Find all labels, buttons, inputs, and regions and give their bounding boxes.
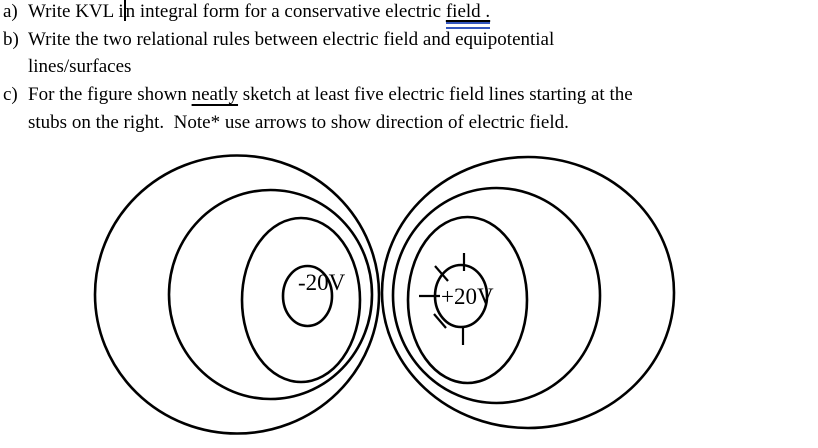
field-line-stub [435,266,448,281]
grammar-flagged-text: field . [446,1,490,29]
item-a-label: a) [3,1,18,22]
item-c-line2: stubs on the right. Note* use arrows to show direction of electric field. [28,111,569,133]
item-a-text-before-caret: Write KVL i [28,1,124,22]
underlined-word-neatly: neatly [191,84,239,106]
voltage-label: -20V [298,270,346,295]
item-a-text-after-caret: n integral form for a conservative electric [125,1,446,22]
equipotential-line [242,218,360,382]
item-c-text-before: For the figure shown [28,84,192,106]
item-c-label: c) [3,84,18,106]
item-b-line2: lines/surfaces [28,56,132,78]
voltage-label: +20V [441,284,494,309]
item-b-label: b) [3,28,19,50]
item-c-text-after: sketch at least five electric field lines starting at the [238,84,633,106]
item-b-line1: Write the two relational rules between electric field and equipotential [28,28,555,50]
